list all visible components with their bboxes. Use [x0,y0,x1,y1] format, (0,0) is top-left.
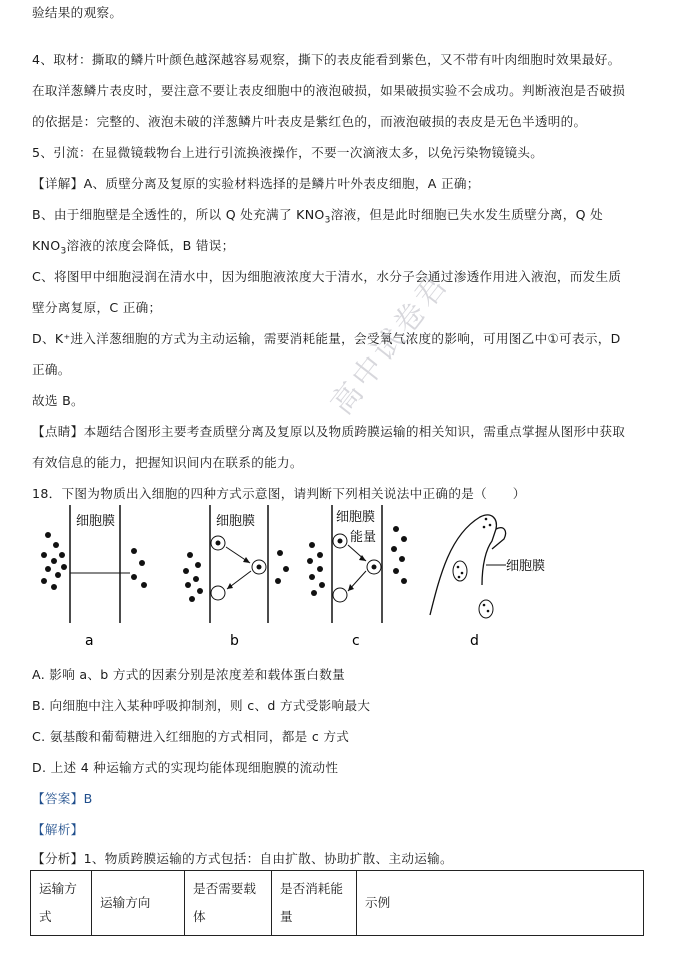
option-d: D. 上述 4 种运输方式的实现均能体现细胞膜的流动性 [32,760,339,775]
table-header-cell: 运输方向 [92,871,185,936]
analysis-label: 【解析】 [32,822,84,837]
option-c: C. 氨基酸和葡萄糖进入红细胞的方式相同，都是 c 方式 [32,729,350,744]
energy-label: 能量 [350,530,377,545]
table-header-cell: 是否需要载体 [185,871,272,936]
membrane-label-b: 细胞膜 [216,514,256,529]
membrane-label-a: 细胞膜 [76,514,116,529]
subscript: 3 [60,246,67,257]
text-line: 【详解】A、质壁分离及复原的实验材料选择的是鳞片叶外表皮细胞，A 正确； [32,176,480,191]
panel-d [430,515,545,649]
label-b: b [230,633,239,649]
text-line: 故选 B。 [32,393,84,408]
text-line: 壁分离复原，C 正确； [32,300,162,315]
text-line: 验结果的观察。 [32,5,123,20]
text-line: 4、取材：撕取的鳞片叶颜色越深越容易观察，撕下的表皮能看到紫色，又不带有叶肉细胞时效果最好。 [32,52,621,67]
panel-a [41,505,147,649]
text-line [32,235,235,257]
text-line: D、K⁺进入洋葱细胞的方式为主动运输，需要消耗能量，会受氧气浓度的影响，可用图乙中①可表示，D [32,331,621,346]
answer-label: 【答案】B [32,791,93,806]
text-line [32,204,603,226]
text-segment: KNO [32,238,61,253]
text-line: 有效信息的能力，把握知识间内在联系的能力。 [32,455,303,470]
text-line: C、将图甲中细胞浸润在清水中，因为细胞液浓度大于清水，水分子会通过渗透作用进入液泡，而发生质 [32,269,622,284]
text-line: 的依据是：完整的、液泡未破的洋葱鳞片叶表皮是紫红色的，而液泡破损的表皮是无色半透明的。 [32,114,587,129]
table-header-cell: 是否消耗能量 [272,871,357,936]
label-d: d [470,633,479,649]
label-c: c [352,633,360,649]
panel-c [307,505,407,649]
table-header-cell: 运输方式 [31,871,92,936]
text-segment: 溶液，但是此时细胞已失水发生质壁分离，Q 处 [330,207,604,222]
subscript: 3 [324,215,331,226]
question-18: 18．下图为物质出入细胞的四种方式示意图，请判断下列相关说法中正确的是（ ） [32,486,526,501]
text-line: 5、引流：在显微镜载物台上进行引流换液操作，不要一次滴液太多，以免污染物镜镜头。 [32,145,544,160]
option-a: A. 影响 a、b 方式的因素分别是浓度差和载体蛋白数量 [32,667,345,682]
text-segment: B、由于细胞壁是全透性的，所以 Q 处充满了 KNO [32,207,325,222]
option-b: B. 向细胞中注入某种呼吸抑制剂，则 c、d 方式受影响最大 [32,698,371,713]
analysis-text: 【分析】1、物质跨膜运输的方式包括：自由扩散、协助扩散、主动运输。 [32,851,453,866]
transport-table [30,870,644,936]
label-a: a [85,633,94,649]
text-line: 【点睛】本题结合图形主要考查质壁分离及复原以及物质跨膜运输的相关知识，需重点掌握从图形中获取 [32,424,626,439]
membrane-label-d: 细胞膜 [506,559,546,574]
text-segment: 溶液的浓度会降低，B 错误； [66,238,235,253]
table-header-cell: 示例 [357,871,644,936]
watermark: 高中试卷君 [324,265,457,422]
text-line: 在取洋葱鳞片表皮时，要注意不要让表皮细胞中的液泡破损，如果破损实验不会成功。判断液泡是否破损 [32,83,626,98]
panel-b [183,505,289,649]
table-row [31,871,644,936]
text-line: 正确。 [32,362,71,377]
transport-diagram [30,505,590,655]
membrane-label-c: 细胞膜 [336,510,376,525]
